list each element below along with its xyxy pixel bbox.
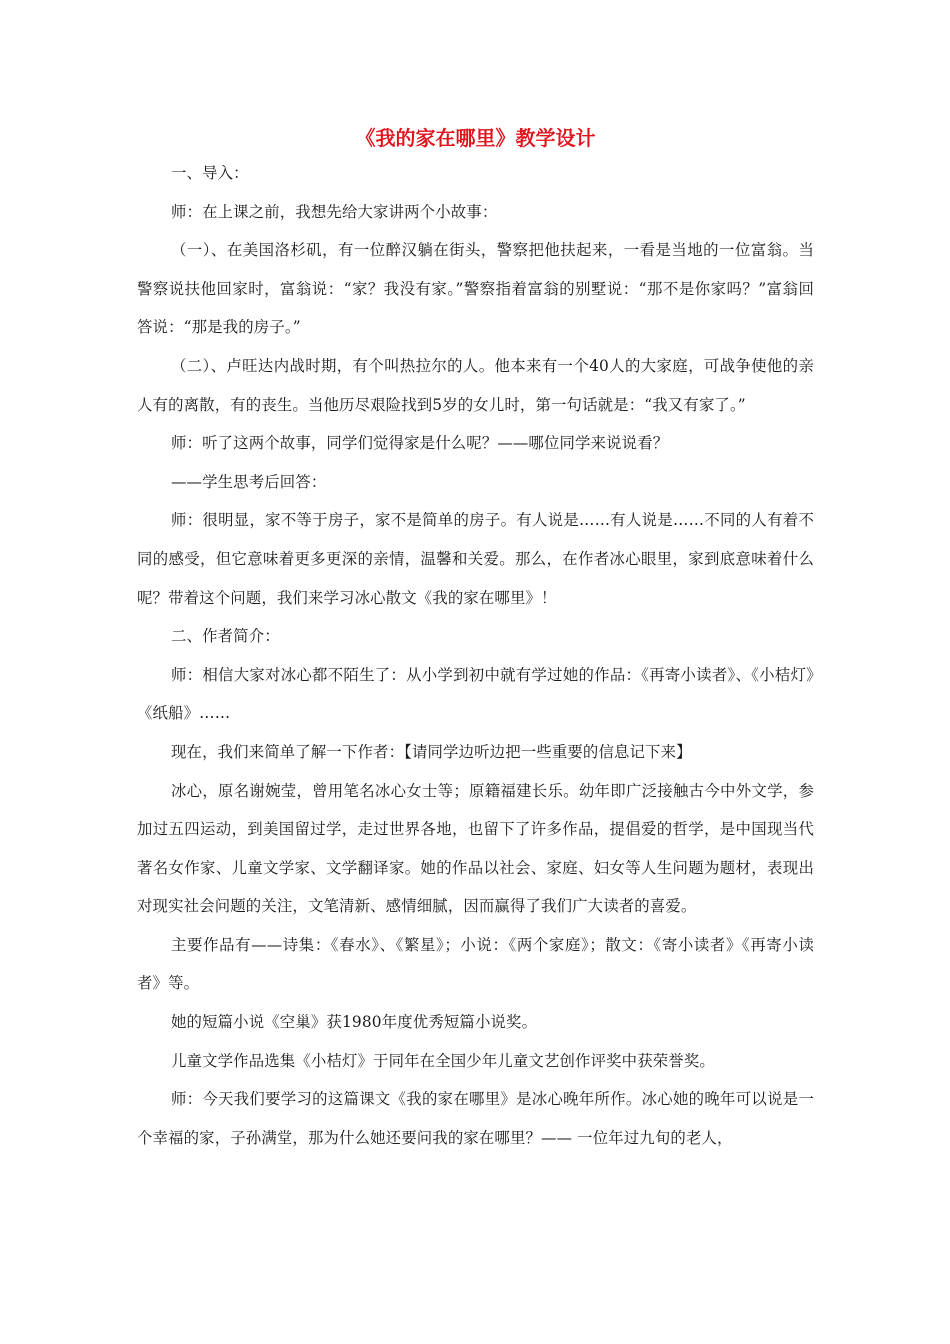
paragraph-teacher-explanation: 师：很明显，家不等于房子，家不是简单的房子。有人说是……有人说是……不同的人有着不同的感受，但它意味着更多更深的亲情，温馨和关爱。那么，在作者冰心眼里，家到底意味着什么呢？带着这个问题，我们来学习冰心散文《我的家在哪里》！ [137,511,814,607]
paragraph-major-works: 主要作品有——诗集：《春水》、《繁星》；小说：《两个家庭》；散文：《寄小读者》《再寄小读者》等。 [137,935,814,993]
paragraph-author-bio: 冰心，原名谢婉莹，曾用笔名冰心女士等；原籍福建长乐。幼年即广泛接触古今中外文学，参加过五四运动，到美国留过学，走过世界各地，也留下了许多作品，提倡爱的哲学，是中国现当代著名女作家、儿童文学家、文学翻译家。她的作品以社会、家庭、妇女等人生问题为题材，表现出对现实社会问题的关注，文笔清新、感情细腻，因而赢得了我们广大读者的喜爱。 [137,781,814,916]
document-title: 《我的家在哪里》教学设计 [355,126,596,150]
paragraph-intro-heading: 一、导入： [171,164,249,182]
paragraph-teacher-question: 师：听了这两个故事，同学们觉得家是什么呢？——哪位同学来说说看？ [171,434,669,453]
paragraph-award-one: 她的短篇小说《空巢》获1980年度优秀短篇小说奖。 [171,1013,538,1032]
paragraph-author-heading: 二、作者简介： [171,627,280,646]
paragraph-teacher-lesson: 师：今天我们要学习的这篇课文《我的家在哪里》是冰心晚年所作。冰心她的晚年可以说是一个幸福的家，子孙满堂，那为什么她还要问我的家在哪里？—— 一位年过九旬的老人， [137,1090,814,1147]
paragraph-student-answer: ——学生思考后回答： [171,472,327,491]
paragraph-award-two: 儿童文学作品选集《小桔灯》于同年在全国少年儿童文艺创作评奖中获荣誉奖。 [171,1051,715,1070]
paragraph-teacher-author-intro: 师：相信大家对冰心都不陌生了：从小学到初中就有学过她的作品：《再寄小读者》、《小桔灯》《纸船》…… [137,665,814,723]
paragraph-story-one: （一）、在美国洛杉矶，有一位醉汉躺在街头，警察把他扶起来，一看是当地的一位富翁。当警察说扶他回家时，富翁说：“家？我没有家。”警察指着富翁的别墅说：“那不是你家吗？”富翁回答说：“那是我的房子。” [137,241,814,337]
paragraph-author-note: 现在，我们来简单了解一下作者：【请同学边听边把一些重要的信息记下来】 [171,742,692,761]
paragraph-story-two: （二）、卢旺达内战时期，有个叫热拉尔的人。他本来有一个40人的大家庭，可战争使他的亲人有的离散，有的丧生。当他历尽艰险找到5岁的女儿时，第一句话就是：“我又有家了。” [137,356,814,414]
paragraph-teacher-opening: 师：在上课之前，我想先给大家讲两个小故事： [171,202,498,221]
